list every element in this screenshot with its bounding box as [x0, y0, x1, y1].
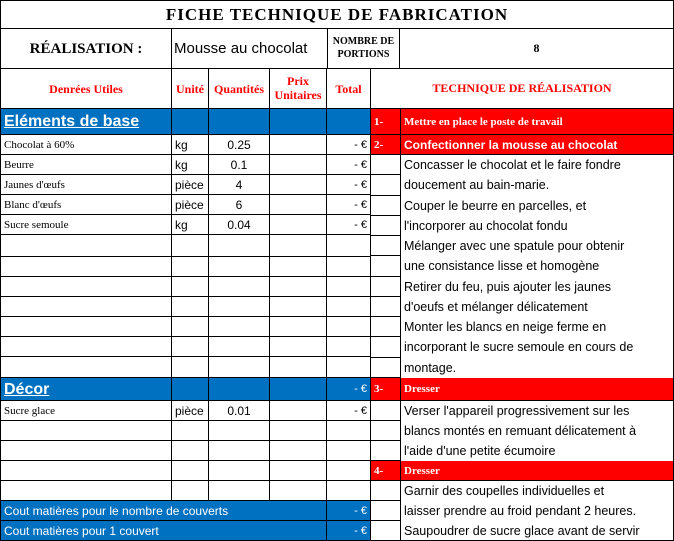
empty-cell-9-4[interactable]: [327, 317, 371, 337]
technique-line-11-gutter: [371, 358, 401, 378]
ingredient-name-3[interactable]: Blanc d'œufs: [0, 195, 172, 215]
step-number-3: 3-: [371, 378, 401, 401]
ingredient-unit-4[interactable]: kg: [172, 215, 209, 235]
ingredient-price-1[interactable]: [270, 155, 327, 175]
empty-cell-11-0[interactable]: [0, 357, 172, 378]
ingredient-unit-1[interactable]: kg: [172, 155, 209, 175]
decor-empty-3-0[interactable]: [0, 461, 172, 481]
empty-cell-11-1[interactable]: [172, 357, 209, 378]
technique-line-7: Retirer du feu, puis ajouter les jaunes: [401, 277, 674, 297]
ingredient-qty-4[interactable]: 0.04: [209, 215, 270, 235]
ingredient-price-0[interactable]: [270, 135, 327, 155]
decor-empty-4-2[interactable]: [209, 481, 270, 501]
technique-line-1: Concasser le chocolat et le faire fondre: [401, 155, 674, 175]
technique-line-2: doucement au bain-marie.: [401, 175, 674, 196]
empty-cell-9-0[interactable]: [0, 317, 172, 337]
decor-empty-4-4[interactable]: [327, 481, 371, 501]
header-prix-line-2: Unitaires: [274, 88, 322, 102]
ingredient-price-4[interactable]: [270, 215, 327, 235]
empty-cell-11-2[interactable]: [209, 357, 270, 378]
empty-cell-8-2[interactable]: [209, 297, 270, 317]
ingredient-name-1[interactable]: Beurre: [0, 155, 172, 175]
empty-cell-10-3[interactable]: [270, 337, 327, 357]
decor-empty-4-1[interactable]: [172, 481, 209, 501]
decor-empty-3-2[interactable]: [209, 461, 270, 481]
decor-empty-3-1[interactable]: [172, 461, 209, 481]
empty-cell-7-3[interactable]: [270, 277, 327, 297]
decor-empty-1-2[interactable]: [209, 421, 270, 441]
decor-qty-0[interactable]: 0.01: [209, 401, 270, 421]
ingredient-total-0[interactable]: - €: [327, 135, 371, 155]
empty-cell-5-1[interactable]: [172, 235, 209, 257]
technique-line-9: Monter les blancs en neige ferme en: [401, 317, 674, 337]
section-base-price: [270, 109, 327, 135]
empty-cell-7-2[interactable]: [209, 277, 270, 297]
decor-empty-4-0[interactable]: [0, 481, 172, 501]
portions-label-line-1: NOMBRE DE: [332, 36, 395, 47]
portions-value[interactable]: 8: [400, 29, 674, 69]
empty-cell-5-2[interactable]: [209, 235, 270, 257]
technique4-line-3-gutter: [371, 521, 401, 541]
decor-empty-1-0[interactable]: [0, 421, 172, 441]
ingredient-qty-0[interactable]: 0.25: [209, 135, 270, 155]
ingredient-total-4[interactable]: - €: [327, 215, 371, 235]
technique-line-5: Mélanger avec une spatule pour obtenir: [401, 236, 674, 256]
decor-empty-3-4[interactable]: [327, 461, 371, 481]
header-quantites: Quantités: [209, 69, 270, 109]
technique-line-11: montage.: [401, 358, 674, 378]
step-number-1: 1-: [371, 109, 401, 135]
ingredient-name-0[interactable]: Chocolat à 60%: [0, 135, 172, 155]
header-prix: [270, 69, 327, 109]
header-unite: Unité: [172, 69, 209, 109]
ingredient-total-3[interactable]: - €: [327, 195, 371, 215]
ingredient-qty-1[interactable]: 0.1: [209, 155, 270, 175]
technique3-line-1: Verser l'appareil progressivement sur les: [401, 401, 674, 421]
technique-line-5-gutter: [371, 236, 401, 256]
technique3-line-3: l'aide d'une petite écumoire: [401, 441, 674, 461]
decor-empty-2-2[interactable]: [209, 441, 270, 461]
technique-line-2-gutter: [371, 175, 401, 196]
cost-per-covers-label: Cout matières pour le nombre de couverts: [0, 501, 327, 521]
empty-cell-8-3[interactable]: [270, 297, 327, 317]
step-number-4: 4-: [371, 461, 401, 481]
empty-cell-7-4[interactable]: [327, 277, 371, 297]
portions-label: [328, 29, 400, 69]
technique4-line-2: laisser prendre au froid pendant 2 heures.: [401, 501, 674, 521]
ingredient-total-1[interactable]: - €: [327, 155, 371, 175]
technique-line-10-gutter: [371, 337, 401, 358]
technique4-line-3: Saupoudrer de sucre glace avant de servir: [401, 521, 674, 541]
step-title-1: Mettre en place le poste de travail: [401, 109, 674, 135]
portions-label-line-2: PORTIONS: [337, 49, 390, 60]
empty-cell-10-2[interactable]: [209, 337, 270, 357]
cost-per-one-label: Cout matières pour 1 couvert: [0, 521, 327, 541]
decor-empty-1-3[interactable]: [270, 421, 327, 441]
technique-line-8-gutter: [371, 297, 401, 317]
header-technique: TECHNIQUE DE RÉALISATION: [371, 69, 674, 109]
section-decor-total: - €: [327, 378, 371, 401]
empty-cell-9-3[interactable]: [270, 317, 327, 337]
section-decor: Décor: [0, 378, 172, 401]
header-prix-line-1: Prix: [287, 74, 309, 88]
ingredient-name-2[interactable]: Jaunes d'œufs: [0, 175, 172, 195]
technique-line-10: incorporant le sucre semoule en cours de: [401, 337, 674, 358]
section-base-total: [327, 109, 371, 135]
step-title-3: Dresser: [401, 378, 674, 401]
technique-line-4-gutter: [371, 216, 401, 236]
sheet-title: FICHE TECHNIQUE DE FABRICATION: [0, 0, 674, 29]
empty-cell-11-4[interactable]: [327, 357, 371, 378]
ingredient-unit-2[interactable]: pièce: [172, 175, 209, 195]
decor-empty-2-1[interactable]: [172, 441, 209, 461]
technique3-line-3-gutter: [371, 441, 401, 461]
technique3-line-1-gutter: [371, 401, 401, 421]
section-base: Eléments de base: [0, 109, 172, 135]
recipe-name[interactable]: Mousse au chocolat: [172, 29, 328, 69]
cost-per-one-value: - €: [327, 521, 371, 541]
empty-cell-7-0[interactable]: [0, 277, 172, 297]
empty-cell-6-3[interactable]: [270, 257, 327, 277]
realisation-label: RÉALISATION :: [0, 29, 172, 69]
empty-cell-5-3[interactable]: [270, 235, 327, 257]
technique-line-1-gutter: [371, 155, 401, 175]
header-denrees: Denrées Utiles: [0, 69, 172, 109]
technique4-line-1: Garnir des coupelles individuelles et: [401, 481, 674, 501]
decor-empty-2-0[interactable]: [0, 441, 172, 461]
section-base-unit: [172, 109, 209, 135]
empty-cell-9-2[interactable]: [209, 317, 270, 337]
ingredient-price-3[interactable]: [270, 195, 327, 215]
empty-cell-6-2[interactable]: [209, 257, 270, 277]
empty-cell-6-4[interactable]: [327, 257, 371, 277]
decor-empty-3-3[interactable]: [270, 461, 327, 481]
header-total: Total: [327, 69, 371, 109]
technique-line-3: Couper le beurre en parcelles, et: [401, 196, 674, 216]
decor-empty-1-4[interactable]: [327, 421, 371, 441]
empty-cell-6-1[interactable]: [172, 257, 209, 277]
empty-cell-5-4[interactable]: [327, 235, 371, 257]
technique3-line-2: blancs montés en remuant délicatement à: [401, 421, 674, 441]
decor-price-0[interactable]: [270, 401, 327, 421]
decor-total-0[interactable]: - €: [327, 401, 371, 421]
ingredient-qty-2[interactable]: 4: [209, 175, 270, 195]
ingredient-unit-3[interactable]: pièce: [172, 195, 209, 215]
ingredient-total-2[interactable]: - €: [327, 175, 371, 195]
decor-empty-1-1[interactable]: [172, 421, 209, 441]
technique-line-3-gutter: [371, 196, 401, 216]
empty-cell-8-1[interactable]: [172, 297, 209, 317]
decor-empty-4-3[interactable]: [270, 481, 327, 501]
decor-unit-0[interactable]: pièce: [172, 401, 209, 421]
ingredient-unit-0[interactable]: kg: [172, 135, 209, 155]
technique-line-4: l'incorporer au chocolat fondu: [401, 216, 674, 236]
empty-cell-7-1[interactable]: [172, 277, 209, 297]
empty-cell-11-3[interactable]: [270, 357, 327, 378]
empty-cell-10-1[interactable]: [172, 337, 209, 357]
cost-per-covers-value: - €: [327, 501, 371, 521]
technique3-line-2-gutter: [371, 421, 401, 441]
step-title-4: Dresser: [401, 461, 674, 481]
section-decor-price: [270, 378, 327, 401]
decor-empty-2-3[interactable]: [270, 441, 327, 461]
ingredient-name-4[interactable]: Sucre semoule: [0, 215, 172, 235]
technique-line-8: d'oeufs et mélanger délicatement: [401, 297, 674, 317]
empty-cell-5-0[interactable]: [0, 235, 172, 257]
section-base-qty: [209, 109, 270, 135]
technique4-line-2-gutter: [371, 501, 401, 521]
empty-cell-9-1[interactable]: [172, 317, 209, 337]
empty-cell-8-4[interactable]: [327, 297, 371, 317]
empty-cell-10-4[interactable]: [327, 337, 371, 357]
technique-line-9-gutter: [371, 317, 401, 337]
decor-empty-2-4[interactable]: [327, 441, 371, 461]
empty-cell-6-0[interactable]: [0, 257, 172, 277]
ingredient-price-2[interactable]: [270, 175, 327, 195]
empty-cell-8-0[interactable]: [0, 297, 172, 317]
step-number-2: 2-: [371, 135, 401, 155]
empty-cell-10-0[interactable]: [0, 337, 172, 357]
step-title-2: Confectionner la mousse au chocolat: [401, 135, 674, 155]
section-decor-unit: [172, 378, 209, 401]
technique4-line-1-gutter: [371, 481, 401, 501]
technique-line-7-gutter: [371, 277, 401, 297]
technique-line-6: une consistance lisse et homogène: [401, 256, 674, 277]
ingredient-qty-3[interactable]: 6: [209, 195, 270, 215]
section-decor-qty: [209, 378, 270, 401]
decor-name-0[interactable]: Sucre glace: [0, 401, 172, 421]
technique-line-6-gutter: [371, 256, 401, 277]
